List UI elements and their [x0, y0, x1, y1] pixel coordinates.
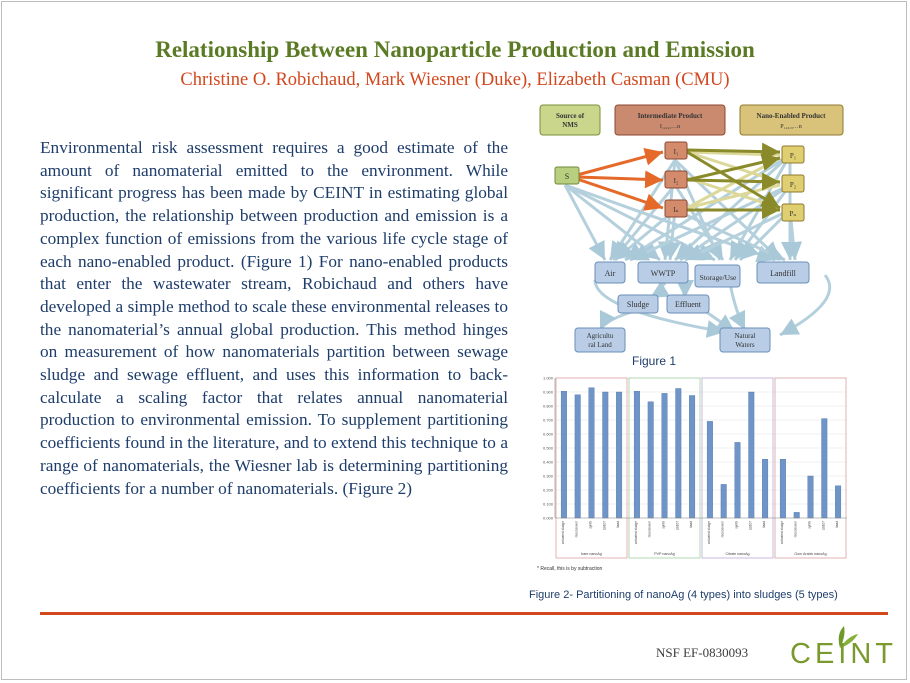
bar [721, 484, 727, 518]
group-label: Gum Arabic nanoAg [794, 552, 827, 556]
group-label: PVP nanoAg [654, 552, 675, 556]
header-nano [740, 105, 843, 135]
slide-title: Relationship Between Nanoparticle Production and Emission [155, 37, 755, 62]
y-tick-label: 0.200 [542, 487, 553, 493]
bar [822, 419, 828, 518]
product-flows [687, 150, 780, 210]
node-wwtp [638, 262, 688, 283]
authors-line: Christine O. Robichaud, Mark Wiesner (Duke), Elizabeth Casman (CMU) [180, 70, 730, 90]
svg-text:WWTP: WWTP [650, 269, 676, 278]
bar [749, 392, 755, 518]
x-tick-label: LB107 [748, 521, 753, 531]
x-tick-label: synth [588, 521, 593, 529]
bar [780, 459, 786, 518]
node-natural-waters [720, 328, 770, 352]
header-source [540, 105, 600, 135]
node-product-1 [782, 146, 804, 163]
node-sludge [618, 295, 658, 313]
x-tick-label: liaad [835, 521, 840, 528]
node-intermediate-n [665, 200, 687, 217]
header-source-line2: NMS [562, 121, 578, 129]
figure1-diagram [535, 100, 855, 355]
node-effluent [667, 295, 709, 313]
x-tick-label: synth [734, 521, 739, 529]
y-tick-label: 0.300 [542, 473, 553, 479]
y-tick-label: 0.100 [542, 501, 553, 507]
chart-footnote: * Recall, this is by subtraction [537, 566, 603, 572]
bar [603, 392, 609, 518]
svg-text:Natural: Natural [734, 332, 756, 340]
svg-text:P₁: P₁ [789, 152, 797, 160]
bar [835, 486, 841, 518]
svg-text:S: S [564, 172, 570, 181]
figure2-chart [533, 368, 853, 578]
x-tick-label: mesosewer [574, 521, 579, 538]
bar [575, 395, 581, 518]
grant-number: NSF EF-0830093 [656, 645, 749, 660]
svg-text:Iₙ: Iₙ [673, 206, 679, 214]
bar [589, 388, 595, 518]
bar [634, 391, 640, 518]
svg-text:Landfill: Landfill [770, 269, 796, 278]
x-tick-label: liaad [689, 521, 694, 528]
bar [808, 476, 814, 518]
svg-text:Agricultu: Agricultu [586, 332, 614, 340]
y-tick-label: 0.000 [542, 515, 553, 521]
bar [676, 389, 682, 519]
x-tick-label: LB107 [821, 521, 826, 531]
x-tick-label: liaad [616, 521, 621, 528]
header-intermediate [615, 105, 725, 135]
x-tick-label: synth [807, 521, 812, 529]
y-tick-label: 0.700 [542, 417, 553, 423]
svg-text:Storage/Use: Storage/Use [699, 273, 737, 282]
x-tick-label: mesosewer [647, 521, 652, 538]
node-intermediate-2 [665, 171, 687, 188]
logo-text: CEINT [790, 638, 897, 670]
y-tick-label: 0.800 [542, 403, 553, 409]
x-tick-label: LB107 [602, 521, 607, 531]
node-product-n [782, 204, 804, 221]
bar [561, 391, 567, 518]
header-intermediate-line1: Intermediate Product [637, 112, 703, 120]
x-tick-label: activated sludge [560, 521, 565, 545]
bar [707, 421, 713, 518]
x-tick-label: mesosewer [720, 521, 725, 538]
footer-divider [40, 612, 888, 615]
svg-text:ral Land: ral Land [588, 341, 612, 349]
body-paragraph: Environmental risk assessment requires a good estimate of the amount of nanomaterial emitted to the environment. While significant progress has been made by CEINT in estimating global production, the relationship between production and emission is a complex function of emissions from the various life cycle stage of each nano-enabled product. (Figure 1) For nano-enabled products that enter the wastewater stream, Robichaud and others have developed a simple method to scale these environmental releases to the nanomaterial’s annual global production. This method hinges on measurement of how nanomaterials partition between sewage sludge and sewage effluent, and uses this information to back-calculate a scaling factor that relates annual nanomaterial production to environmental emission. To supplement partitioning coefficients found in the literature, and to extend this technique to a range of nanomaterials, the Wiesner lab is determining partitioning coefficients for a number of nanomaterials. (Figure 2) [40, 138, 508, 498]
y-tick-label: 0.600 [542, 431, 553, 437]
y-tick-label: 0.900 [542, 389, 553, 395]
svg-text:P₂: P₂ [789, 181, 797, 189]
x-tick-label: activated sludge [779, 521, 784, 545]
svg-text:Air: Air [604, 269, 616, 278]
x-tick-label: mesosewer [793, 521, 798, 538]
x-tick-label: activated sludge [706, 521, 711, 545]
svg-text:Pₙ: Pₙ [789, 210, 797, 218]
figure1-caption: Figure 1 [632, 354, 677, 368]
node-product-2 [782, 175, 804, 192]
figure2-caption: Figure 2- Partitioning of nanoAg (4 types) into sludges (5 types) [529, 589, 838, 601]
node-air [595, 262, 625, 283]
bar [689, 396, 695, 519]
y-tick-label: 0.400 [542, 459, 553, 465]
bar [735, 442, 741, 518]
y-tick-label: 0.500 [542, 445, 553, 451]
svg-text:I₂: I₂ [673, 177, 679, 185]
group-label: bare nanoAg [581, 552, 602, 556]
svg-text:I₁: I₁ [673, 148, 679, 156]
svg-text:Effluent: Effluent [674, 300, 702, 309]
bar [762, 459, 768, 518]
ceint-logo [790, 620, 897, 670]
y-tick-label: 1.000 [542, 375, 553, 381]
header-nano-line2: P₁,₂,₃…n [780, 124, 802, 130]
group-label: Citrate nanoAg [725, 552, 750, 556]
bar [794, 512, 800, 518]
node-source [555, 167, 579, 184]
bar [648, 402, 654, 518]
header-source-line1: Source of [555, 112, 585, 120]
node-storage-use [695, 265, 740, 287]
node-intermediate-1 [665, 142, 687, 159]
bar [616, 392, 622, 518]
x-tick-label: synth [661, 521, 666, 529]
svg-text:Waters: Waters [735, 341, 755, 349]
svg-text:Sludge: Sludge [626, 300, 650, 309]
node-landfill [757, 262, 809, 283]
header-intermediate-line2: I₁,₂,₃…n [659, 124, 681, 130]
x-tick-label: liaad [762, 521, 767, 528]
header-nano-line1: Nano-Enabled Product [756, 112, 826, 120]
x-tick-label: activated sludge [633, 521, 638, 545]
bar [662, 393, 668, 518]
node-agricultural-land [575, 328, 625, 352]
x-tick-label: LB107 [675, 521, 680, 531]
